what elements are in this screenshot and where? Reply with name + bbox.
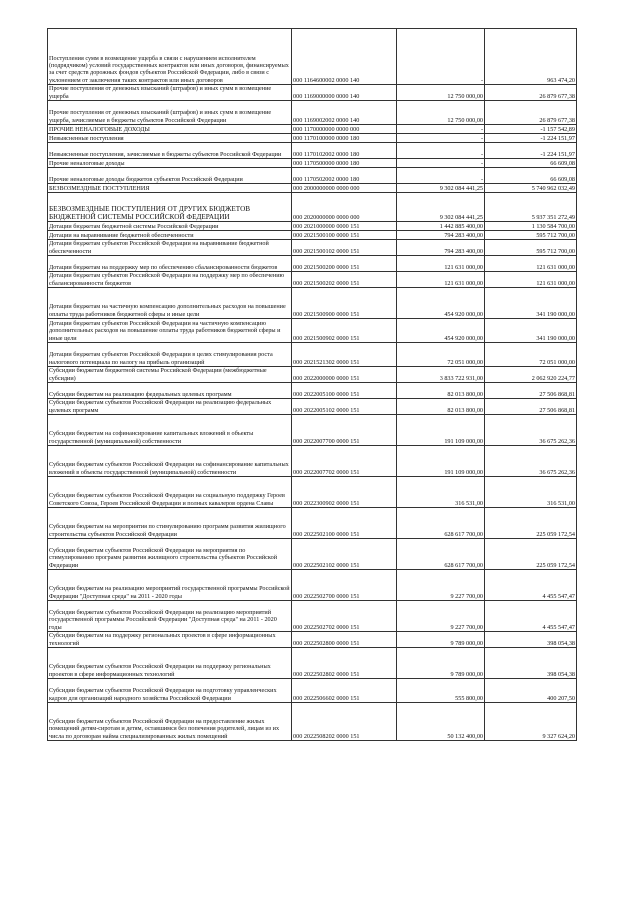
row-executed-cell: 4 455 547,47 <box>485 601 577 632</box>
row-budget-cell: 454 920 000,00 <box>397 288 485 319</box>
row-budget-cell: 555 800,00 <box>397 679 485 703</box>
row-name-cell: Субсидии бюджетам субъектов Российской Федерации на реализацию федеральных целевых программ <box>48 399 292 415</box>
row-name-cell: Субсидии бюджетам субъектов Российской Федерации на социальную поддержку Героев Советского Союза, Героев Российской Федерации и полных кавалеров ордена Славы <box>48 477 292 508</box>
row-code-cell: 000 2021500202 0000 151 <box>292 272 397 288</box>
row-executed-cell: 26 879 677,38 <box>485 101 577 125</box>
row-executed-cell: 27 506 868,81 <box>485 399 577 415</box>
row-name-cell: Поступления сумм в возмещение ущерба в связи с нарушением исполнителем (подрядчиком) условий государственных контрактов или иных договоров, финансируемых за счет средств дорожных фондов субъектов Российской Федерации, либо в связи с уклонением от заключения таких контрактов или иных договоров <box>48 29 292 85</box>
row-code-cell: 000 1170502002 0000 180 <box>292 168 397 184</box>
row-name-cell: Дотации бюджетам бюджетной системы Российской Федерации <box>48 222 292 231</box>
table-row <box>48 125 577 134</box>
table-row <box>48 570 577 601</box>
row-budget-cell: 9 227 700,00 <box>397 601 485 632</box>
table-row <box>48 168 577 184</box>
row-budget-cell: 121 631 000,00 <box>397 256 485 272</box>
table-row <box>48 648 577 679</box>
row-code-cell: 000 2021000000 0000 151 <box>292 222 397 231</box>
row-name-cell: Прочие неналоговые доходы бюджетов субъектов Российской Федерации <box>48 168 292 184</box>
row-code-cell: 000 2021500900 0000 151 <box>292 288 397 319</box>
table-row <box>48 446 577 477</box>
row-code-cell: 000 2021500102 0000 151 <box>292 240 397 256</box>
table-row <box>48 632 577 648</box>
table-row <box>48 477 577 508</box>
row-executed-cell: 398 054,38 <box>485 648 577 679</box>
row-executed-cell: -1 224 151,97 <box>485 134 577 143</box>
table-row <box>48 101 577 125</box>
row-budget-cell: 794 283 400,00 <box>397 231 485 240</box>
row-executed-cell: 66 609,08 <box>485 168 577 184</box>
table-row <box>48 231 577 240</box>
row-budget-cell: 794 283 400,00 <box>397 240 485 256</box>
row-executed-cell: 66 609,08 <box>485 159 577 168</box>
row-code-cell: 000 2022502702 0000 151 <box>292 601 397 632</box>
row-budget-cell: 9 789 000,00 <box>397 648 485 679</box>
row-executed-cell: 5 937 351 272,49 <box>485 193 577 222</box>
row-code-cell: 000 1170102002 0000 180 <box>292 143 397 159</box>
row-executed-cell: 341 190 000,00 <box>485 319 577 343</box>
row-name-cell: Субсидии бюджетам субъектов Российской Федерации на софинансирование капитальных вложений в объекты государственной (муниципальной) собственности <box>48 446 292 477</box>
row-executed-cell: 2 062 920 224,77 <box>485 367 577 383</box>
row-executed-cell: 225 059 172,54 <box>485 508 577 539</box>
table-row <box>48 319 577 343</box>
row-executed-cell: 9 327 624,20 <box>485 703 577 741</box>
row-code-cell: 000 2022005100 0000 151 <box>292 383 397 399</box>
row-code-cell: 000 2021500100 0000 151 <box>292 231 397 240</box>
table-row <box>48 184 577 193</box>
row-budget-cell: 82 013 800,00 <box>397 399 485 415</box>
row-name-cell: Невыясненные поступления, зачисляемые в бюджеты субъектов Российской Федерации <box>48 143 292 159</box>
row-executed-cell: 316 531,00 <box>485 477 577 508</box>
table-row <box>48 159 577 168</box>
row-name-cell: Субсидии бюджетам субъектов Российской Федерации на мероприятия по стимулированию программ развития жилищного строительства субъектов Российской Федерации <box>48 539 292 570</box>
row-executed-cell: 341 190 000,00 <box>485 288 577 319</box>
row-code-cell: 000 2022502802 0000 151 <box>292 648 397 679</box>
row-name-cell: Субсидии бюджетам на поддержку региональных проектов в сфере информационных технологий <box>48 632 292 648</box>
table-row <box>48 399 577 415</box>
row-name-cell: Дотации бюджетам на частичную компенсацию дополнительных расходов на повышение оплаты труда работников бюджетной сферы и иные цели <box>48 288 292 319</box>
row-code-cell: 000 1170000000 0000 000 <box>292 125 397 134</box>
row-budget-cell: 50 132 400,00 <box>397 703 485 741</box>
table-row <box>48 539 577 570</box>
row-budget-cell: 628 617 700,00 <box>397 508 485 539</box>
row-budget-cell: 12 750 000,00 <box>397 85 485 101</box>
table-row <box>48 193 577 222</box>
row-code-cell: 000 2021500200 0000 151 <box>292 256 397 272</box>
table-row <box>48 508 577 539</box>
row-budget-cell: 9 302 084 441,25 <box>397 193 485 222</box>
table-row <box>48 143 577 159</box>
row-executed-cell: 121 631 000,00 <box>485 272 577 288</box>
row-executed-cell: 400 207,50 <box>485 679 577 703</box>
row-name-cell: Субсидии бюджетам на реализацию федеральных целевых программ <box>48 383 292 399</box>
row-executed-cell: 121 631 000,00 <box>485 256 577 272</box>
row-budget-cell: - <box>397 134 485 143</box>
table-row <box>48 679 577 703</box>
table-row <box>48 29 577 85</box>
table-row <box>48 601 577 632</box>
row-code-cell: 000 1169000000 0000 140 <box>292 85 397 101</box>
row-name-cell: Дотации бюджетам на поддержку мер по обеспечению сбалансированности бюджетов <box>48 256 292 272</box>
row-executed-cell: 963 474,20 <box>485 29 577 85</box>
row-budget-cell: 1 442 885 400,00 <box>397 222 485 231</box>
row-code-cell: 000 2021500902 0000 151 <box>292 319 397 343</box>
table-row <box>48 703 577 741</box>
row-budget-cell: 121 631 000,00 <box>397 272 485 288</box>
row-name-cell: Дотации на выравнивание бюджетной обеспеченности <box>48 231 292 240</box>
row-budget-cell: 9 227 700,00 <box>397 570 485 601</box>
row-budget-cell: 12 750 000,00 <box>397 101 485 125</box>
budget-document <box>47 28 576 741</box>
row-name-cell: Субсидии бюджетам на реализацию мероприятий государственной программы Российской Федерации "Доступная среда" на 2011 - 2020 годы <box>48 570 292 601</box>
row-code-cell: 000 2022502800 0000 151 <box>292 632 397 648</box>
row-executed-cell: 26 879 677,38 <box>485 85 577 101</box>
row-budget-cell: 72 051 000,00 <box>397 343 485 367</box>
row-executed-cell: 398 054,38 <box>485 632 577 648</box>
row-executed-cell: -1 157 542,89 <box>485 125 577 134</box>
row-code-cell: 000 2022502700 0000 151 <box>292 570 397 601</box>
row-name-cell: Субсидии бюджетам на мероприятия по стимулированию программ развития жилищного строительства субъектов Российской Федерации <box>48 508 292 539</box>
row-executed-cell: 4 455 547,47 <box>485 570 577 601</box>
row-name-cell: Субсидии бюджетам субъектов Российской Федерации на поддержку региональных проектов в сфере информационных технологий <box>48 648 292 679</box>
row-code-cell: 000 2022007702 0000 151 <box>292 446 397 477</box>
row-executed-cell: 595 712 700,00 <box>485 240 577 256</box>
row-executed-cell: 36 675 262,36 <box>485 415 577 446</box>
row-name-cell: Субсидии бюджетам субъектов Российской Федерации на реализацию мероприятий государственной программы Российской Федерации "Доступная среда" на 2011 - 2020 годы <box>48 601 292 632</box>
row-code-cell: 000 1170500000 0000 180 <box>292 159 397 168</box>
row-code-cell: 000 2022000000 0000 151 <box>292 367 397 383</box>
row-budget-cell: 191 109 000,00 <box>397 415 485 446</box>
row-executed-cell: 36 675 262,36 <box>485 446 577 477</box>
row-name-cell: Дотации бюджетам субъектов Российской Федерации на частичную компенсацию дополнительных расходов на повышение оплаты труда работников бюджетной сферы и иные цели <box>48 319 292 343</box>
row-budget-cell: - <box>397 168 485 184</box>
row-budget-cell: - <box>397 159 485 168</box>
row-code-cell: 000 2022502102 0000 151 <box>292 539 397 570</box>
row-name-cell: Дотации бюджетам субъектов Российской Федерации на выравнивание бюджетной обеспеченности <box>48 240 292 256</box>
row-budget-cell: 191 109 000,00 <box>397 446 485 477</box>
row-code-cell: 000 2022300902 0000 151 <box>292 477 397 508</box>
row-code-cell: 000 2021521302 0000 151 <box>292 343 397 367</box>
row-budget-cell: 82 013 800,00 <box>397 383 485 399</box>
row-name-cell: Прочие неналоговые доходы <box>48 159 292 168</box>
table-row <box>48 85 577 101</box>
row-name-cell: Прочие поступления от денежных взысканий (штрафов) и иных сумм в возмещение ущерба <box>48 85 292 101</box>
row-budget-cell: 3 833 722 931,00 <box>397 367 485 383</box>
row-budget-cell: 628 617 700,00 <box>397 539 485 570</box>
row-name-cell: Субсидии бюджетам субъектов Российской Федерации на предоставление жилых помещений детям-сиротам и детям, оставшимся без попечения родителей, лицам из их числа по договорам найма специализированных жилых помещений <box>48 703 292 741</box>
row-name-cell: Прочие поступления от денежных взысканий (штрафов) и иных сумм в возмещение ущерба, зачисляемые в бюджеты субъектов Российской Федерации <box>48 101 292 125</box>
row-name-cell: Субсидии бюджетам субъектов Российской Федерации на подготовку управленческих кадров для организаций народного хозяйства Российской Федерации <box>48 679 292 703</box>
row-name-cell: Невыясненные поступления <box>48 134 292 143</box>
row-budget-cell: 9 789 000,00 <box>397 632 485 648</box>
table-row <box>48 222 577 231</box>
row-budget-cell: - <box>397 125 485 134</box>
row-executed-cell: 72 051 000,00 <box>485 343 577 367</box>
row-code-cell: 000 2022502100 0000 151 <box>292 508 397 539</box>
row-code-cell: 000 2022506602 0000 151 <box>292 679 397 703</box>
table-row <box>48 415 577 446</box>
row-executed-cell: 225 059 172,54 <box>485 539 577 570</box>
row-executed-cell: 1 130 584 700,00 <box>485 222 577 231</box>
row-name-cell: Субсидии бюджетам на софинансирование капитальных вложений в объекты государственной (муниципальной) собственности <box>48 415 292 446</box>
table-row <box>48 134 577 143</box>
row-code-cell: 000 2020000000 0000 000 <box>292 193 397 222</box>
row-code-cell: 000 2022007700 0000 151 <box>292 415 397 446</box>
row-code-cell: 000 1169002002 0000 140 <box>292 101 397 125</box>
table-row <box>48 367 577 383</box>
row-name-cell: БЕЗВОЗМЕЗДНЫЕ ПОСТУПЛЕНИЯ <box>48 184 292 193</box>
row-code-cell: 000 2022508202 0000 151 <box>292 703 397 741</box>
row-budget-cell: 9 302 084 441,25 <box>397 184 485 193</box>
table-row <box>48 272 577 288</box>
row-executed-cell: 5 740 962 032,49 <box>485 184 577 193</box>
row-code-cell: 000 2000000000 0000 000 <box>292 184 397 193</box>
table-row <box>48 288 577 319</box>
budget-table <box>47 28 577 741</box>
row-name-cell: Дотации бюджетам субъектов Российской Федерации в целях стимулирования роста налогового потенциала по налогу на прибыль организаций <box>48 343 292 367</box>
row-name-cell: Дотации бюджетам субъектов Российской Федерации на поддержку мер по обеспечению сбалансированности бюджетов <box>48 272 292 288</box>
table-row <box>48 383 577 399</box>
row-name-cell: БЕЗВОЗМЕЗДНЫЕ ПОСТУПЛЕНИЯ ОТ ДРУГИХ БЮДЖЕТОВ БЮДЖЕТНОЙ СИСТЕМЫ РОССИЙСКОЙ ФЕДЕРАЦИИ <box>48 193 292 222</box>
row-budget-cell: - <box>397 29 485 85</box>
row-name-cell: Субсидии бюджетам бюджетной системы Российской Федерации (межбюджетные субсидии) <box>48 367 292 383</box>
row-executed-cell: -1 224 151,97 <box>485 143 577 159</box>
row-code-cell: 000 1170100000 0000 180 <box>292 134 397 143</box>
row-code-cell: 000 2022005102 0000 151 <box>292 399 397 415</box>
row-budget-cell: - <box>397 143 485 159</box>
table-row <box>48 256 577 272</box>
row-code-cell: 000 1164600002 0000 140 <box>292 29 397 85</box>
row-executed-cell: 27 506 868,81 <box>485 383 577 399</box>
row-name-cell: ПРОЧИЕ НЕНАЛОГОВЫЕ ДОХОДЫ <box>48 125 292 134</box>
table-row <box>48 343 577 367</box>
row-budget-cell: 454 920 000,00 <box>397 319 485 343</box>
row-executed-cell: 595 712 700,00 <box>485 231 577 240</box>
table-row <box>48 240 577 256</box>
row-budget-cell: 316 531,00 <box>397 477 485 508</box>
